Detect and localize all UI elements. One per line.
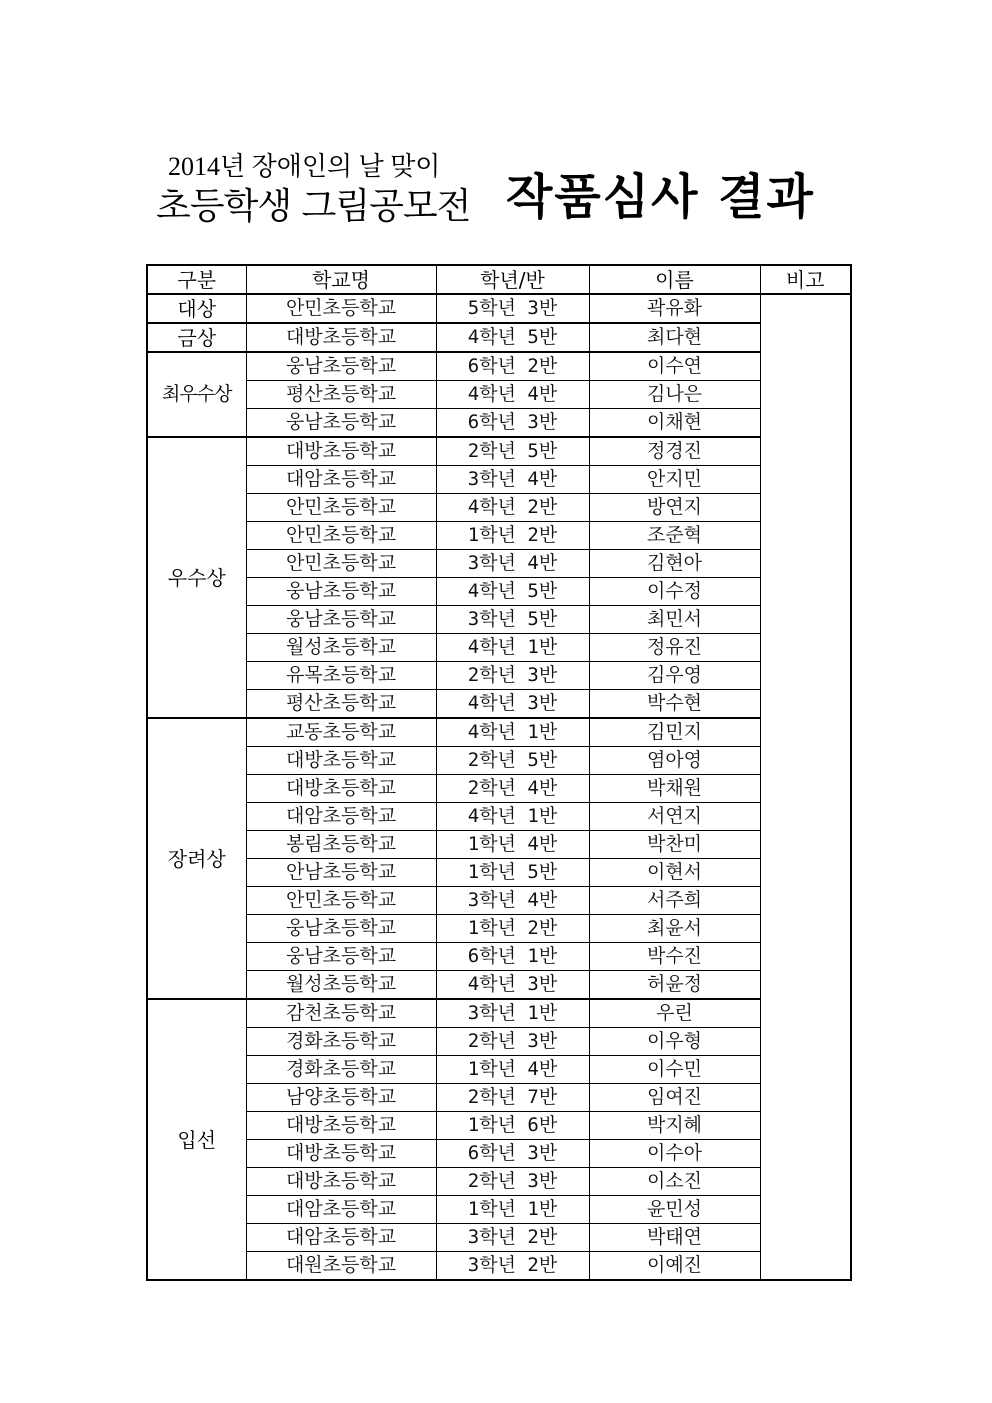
table-row xyxy=(147,1224,851,1252)
grade-class: 4학년 1반 xyxy=(436,803,589,831)
grade-class: 3학년 4반 xyxy=(436,550,589,578)
document-subtitle: 2014년 장애인의 날 맞이 xyxy=(168,152,441,181)
award-category: 금상 xyxy=(147,323,246,352)
student-name: 박채원 xyxy=(589,775,760,803)
grade-class: 3학년 4반 xyxy=(436,887,589,915)
grade-class: 3학년 2반 xyxy=(436,1224,589,1252)
table-row xyxy=(147,1112,851,1140)
table-row xyxy=(147,494,851,522)
grade-class: 4학년 4반 xyxy=(436,381,589,409)
school-name: 대방초등학교 xyxy=(246,1140,436,1168)
table-row xyxy=(147,550,851,578)
school-name: 대방초등학교 xyxy=(246,1112,436,1140)
table-row xyxy=(147,859,851,887)
table-row xyxy=(147,662,851,690)
grade-class: 1학년 4반 xyxy=(436,831,589,859)
school-name: 웅남초등학교 xyxy=(246,578,436,606)
student-name: 박수현 xyxy=(589,690,760,719)
school-name: 대방초등학교 xyxy=(246,1168,436,1196)
grade-class: 6학년 3반 xyxy=(436,1140,589,1168)
award-category: 입선 xyxy=(147,999,246,1280)
school-name: 대방초등학교 xyxy=(246,437,436,466)
header-category: 구분 xyxy=(147,265,246,294)
student-name: 김민지 xyxy=(589,718,760,747)
school-name: 경화초등학교 xyxy=(246,1028,436,1056)
award-category: 우수상 xyxy=(147,437,246,718)
student-name: 서주희 xyxy=(589,887,760,915)
student-name: 방연지 xyxy=(589,494,760,522)
table-row xyxy=(147,381,851,409)
title-block xyxy=(0,0,992,240)
remarks-cell xyxy=(760,294,851,1280)
school-name: 감천초등학교 xyxy=(246,999,436,1028)
grade-class: 2학년 7반 xyxy=(436,1084,589,1112)
grade-class: 4학년 2반 xyxy=(436,494,589,522)
table-row xyxy=(147,522,851,550)
results-table-header xyxy=(147,265,851,294)
grade-class: 4학년 3반 xyxy=(436,971,589,1000)
student-name: 이수아 xyxy=(589,1140,760,1168)
student-name: 이예진 xyxy=(589,1252,760,1281)
student-name: 최다현 xyxy=(589,323,760,352)
school-name: 대암초등학교 xyxy=(246,1196,436,1224)
award-category: 대상 xyxy=(147,294,246,323)
school-name: 대원초등학교 xyxy=(246,1252,436,1281)
school-name: 웅남초등학교 xyxy=(246,352,436,381)
document-main-title: 작품심사 결과 xyxy=(506,169,815,225)
student-name: 이소진 xyxy=(589,1168,760,1196)
student-name: 조준혁 xyxy=(589,522,760,550)
table-row xyxy=(147,831,851,859)
table-row xyxy=(147,803,851,831)
header-school: 학교명 xyxy=(246,265,436,294)
grade-class: 4학년 3반 xyxy=(436,690,589,719)
header-name: 이름 xyxy=(589,265,760,294)
student-name: 김우영 xyxy=(589,662,760,690)
student-name: 정유진 xyxy=(589,634,760,662)
table-row xyxy=(147,1140,851,1168)
student-name: 박수진 xyxy=(589,943,760,971)
school-name: 남양초등학교 xyxy=(246,1084,436,1112)
table-row xyxy=(147,690,851,719)
student-name: 이수정 xyxy=(589,578,760,606)
grade-class: 4학년 1반 xyxy=(436,718,589,747)
school-name: 평산초등학교 xyxy=(246,381,436,409)
grade-class: 1학년 5반 xyxy=(436,859,589,887)
table-row xyxy=(147,634,851,662)
student-name: 이수연 xyxy=(589,352,760,381)
grade-class: 4학년 1반 xyxy=(436,634,589,662)
table-row xyxy=(147,1196,851,1224)
table-row xyxy=(147,409,851,438)
award-category: 장려상 xyxy=(147,718,246,999)
grade-class: 2학년 5반 xyxy=(436,747,589,775)
table-row xyxy=(147,1252,851,1281)
student-name: 이현서 xyxy=(589,859,760,887)
table-row xyxy=(147,466,851,494)
table-row xyxy=(147,294,851,323)
results-table xyxy=(146,264,852,1281)
student-name: 김현아 xyxy=(589,550,760,578)
school-name: 대암초등학교 xyxy=(246,1224,436,1252)
table-row xyxy=(147,352,851,381)
student-name: 윤민성 xyxy=(589,1196,760,1224)
document-event-title: 초등학생 그림공모전 xyxy=(156,186,471,227)
student-name: 이우형 xyxy=(589,1028,760,1056)
table-row xyxy=(147,323,851,352)
student-name: 정경진 xyxy=(589,437,760,466)
student-name: 이수민 xyxy=(589,1056,760,1084)
header-grade-class: 학년/반 xyxy=(436,265,589,294)
table-row xyxy=(147,971,851,1000)
grade-class: 1학년 2반 xyxy=(436,522,589,550)
grade-class: 6학년 3반 xyxy=(436,409,589,438)
grade-class: 3학년 5반 xyxy=(436,606,589,634)
grade-class: 3학년 1반 xyxy=(436,999,589,1028)
table-row xyxy=(147,915,851,943)
school-name: 웅남초등학교 xyxy=(246,606,436,634)
school-name: 봉림초등학교 xyxy=(246,831,436,859)
student-name: 염아영 xyxy=(589,747,760,775)
table-row xyxy=(147,747,851,775)
school-name: 대암초등학교 xyxy=(246,466,436,494)
table-row xyxy=(147,1028,851,1056)
table-row xyxy=(147,578,851,606)
student-name: 곽유화 xyxy=(589,294,760,323)
school-name: 대암초등학교 xyxy=(246,803,436,831)
table-row xyxy=(147,999,851,1028)
student-name: 서연지 xyxy=(589,803,760,831)
grade-class: 2학년 4반 xyxy=(436,775,589,803)
school-name: 안민초등학교 xyxy=(246,494,436,522)
table-row xyxy=(147,1168,851,1196)
school-name: 안민초등학교 xyxy=(246,522,436,550)
student-name: 안지민 xyxy=(589,466,760,494)
school-name: 경화초등학교 xyxy=(246,1056,436,1084)
header-row xyxy=(147,265,851,294)
table-row xyxy=(147,437,851,466)
header-remarks: 비고 xyxy=(760,265,851,294)
results-table-body xyxy=(147,294,851,1280)
student-name: 박지혜 xyxy=(589,1112,760,1140)
school-name: 웅남초등학교 xyxy=(246,409,436,438)
table-row xyxy=(147,606,851,634)
school-name: 웅남초등학교 xyxy=(246,915,436,943)
grade-class: 4학년 5반 xyxy=(436,578,589,606)
grade-class: 2학년 3반 xyxy=(436,662,589,690)
grade-class: 2학년 3반 xyxy=(436,1168,589,1196)
table-row xyxy=(147,887,851,915)
table-row xyxy=(147,1084,851,1112)
student-name: 최민서 xyxy=(589,606,760,634)
student-name: 박태연 xyxy=(589,1224,760,1252)
table-row xyxy=(147,718,851,747)
grade-class: 1학년 1반 xyxy=(436,1196,589,1224)
award-category: 최우수상 xyxy=(147,352,246,437)
school-name: 안민초등학교 xyxy=(246,887,436,915)
grade-class: 3학년 2반 xyxy=(436,1252,589,1281)
student-name: 박찬미 xyxy=(589,831,760,859)
school-name: 안민초등학교 xyxy=(246,294,436,323)
table-row xyxy=(147,775,851,803)
school-name: 안민초등학교 xyxy=(246,550,436,578)
student-name: 최윤서 xyxy=(589,915,760,943)
school-name: 대방초등학교 xyxy=(246,323,436,352)
school-name: 안남초등학교 xyxy=(246,859,436,887)
grade-class: 4학년 5반 xyxy=(436,323,589,352)
school-name: 유목초등학교 xyxy=(246,662,436,690)
student-name: 이채현 xyxy=(589,409,760,438)
grade-class: 2학년 3반 xyxy=(436,1028,589,1056)
school-name: 대방초등학교 xyxy=(246,747,436,775)
student-name: 허윤정 xyxy=(589,971,760,1000)
student-name: 우린 xyxy=(589,999,760,1028)
table-row xyxy=(147,1056,851,1084)
grade-class: 6학년 2반 xyxy=(436,352,589,381)
school-name: 월성초등학교 xyxy=(246,634,436,662)
grade-class: 6학년 1반 xyxy=(436,943,589,971)
grade-class: 3학년 4반 xyxy=(436,466,589,494)
grade-class: 1학년 2반 xyxy=(436,915,589,943)
school-name: 월성초등학교 xyxy=(246,971,436,1000)
grade-class: 1학년 4반 xyxy=(436,1056,589,1084)
grade-class: 2학년 5반 xyxy=(436,437,589,466)
school-name: 교동초등학교 xyxy=(246,718,436,747)
school-name: 웅남초등학교 xyxy=(246,943,436,971)
student-name: 김나은 xyxy=(589,381,760,409)
school-name: 평산초등학교 xyxy=(246,690,436,719)
student-name: 임여진 xyxy=(589,1084,760,1112)
school-name: 대방초등학교 xyxy=(246,775,436,803)
grade-class: 1학년 6반 xyxy=(436,1112,589,1140)
grade-class: 5학년 3반 xyxy=(436,294,589,323)
table-row xyxy=(147,943,851,971)
